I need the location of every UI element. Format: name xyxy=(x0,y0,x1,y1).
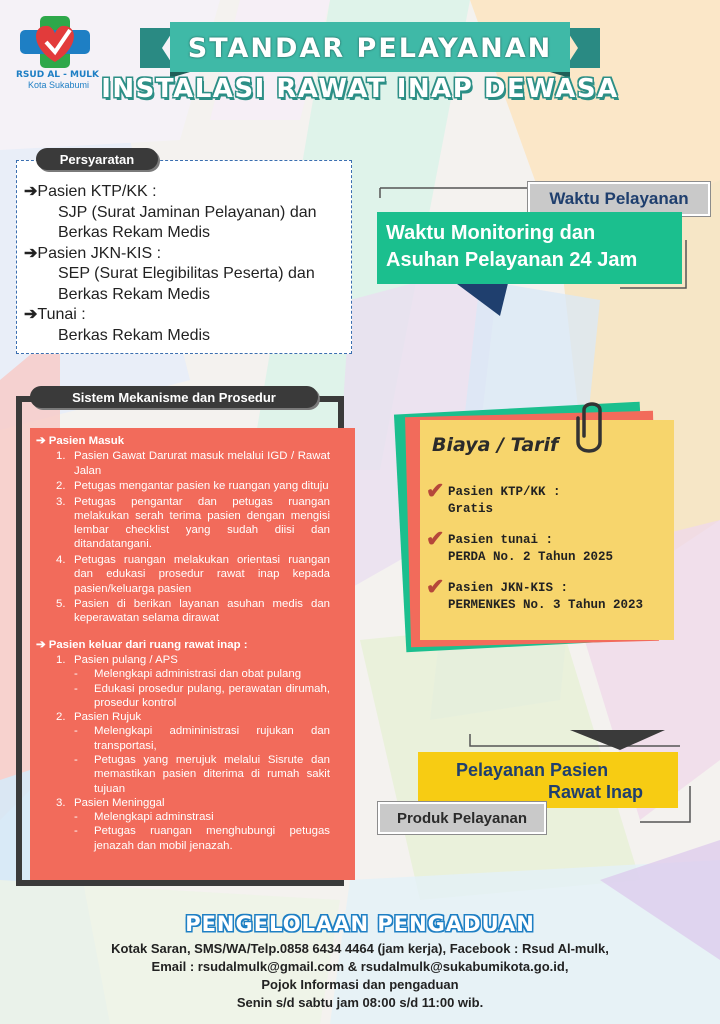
page-subtitle: INSTALASI RAWAT INAP DEWASA xyxy=(101,74,619,104)
keluar-sub-item xyxy=(36,724,330,753)
keluar-sub-text: Melengkapi administrasi dan obat pulang xyxy=(94,668,302,681)
arrow-right-icon: ➔ xyxy=(36,638,49,651)
biaya-label: Biaya / Tarif xyxy=(432,434,559,456)
hospital-logo-icon xyxy=(10,12,100,72)
item-number: 3. xyxy=(56,495,66,508)
persyaratan-line xyxy=(24,203,350,224)
item-number: 3. xyxy=(56,796,66,809)
keluar-sub-item xyxy=(36,753,330,796)
persyaratan-line xyxy=(24,244,350,265)
biaya-item-value: PERDA No. 2 Tahun 2025 xyxy=(448,550,614,564)
logo-name: RSUD AL - MULK xyxy=(16,70,99,80)
arrow-right-icon: ➔ xyxy=(24,183,38,200)
logo xyxy=(10,12,100,90)
keluar-sub-text: Petugas ruangan menghubungi petugas jenazah dan mobil jenazah. xyxy=(94,825,330,852)
persyaratan-list xyxy=(24,182,350,346)
biaya-item xyxy=(424,478,670,518)
item-number: 2. xyxy=(56,711,66,724)
item-number: 4. xyxy=(56,553,66,566)
dash-bullet: - xyxy=(74,811,78,824)
waktu-line1: Waktu Monitoring dan xyxy=(386,222,596,244)
biaya-item-title: Pasien JKN-KIS : xyxy=(448,581,569,595)
logo-city: Kota Sukabumi xyxy=(28,80,90,90)
waktu-label: Waktu Pelayanan xyxy=(528,182,710,216)
produk-label: Produk Pelayanan xyxy=(378,802,546,834)
keluar-item xyxy=(36,653,330,667)
checkmark-icon: ✔ xyxy=(426,478,445,503)
sistem-content xyxy=(36,434,330,853)
persyaratan-text: Pasien JKN-KIS : xyxy=(37,244,162,262)
waktu-line2: Asuhan Pelayanan 24 Jam xyxy=(386,249,638,271)
produk-line2: Rawat Inap xyxy=(548,782,644,802)
biaya-item-value: Gratis xyxy=(448,502,494,516)
biaya-list xyxy=(424,478,670,628)
persyaratan-text: Pasien KTP/KK : xyxy=(37,183,157,200)
keluar-sub-text: Melengkapi admininistrasi rujukan dan transportasi, xyxy=(94,725,330,752)
dash-bullet: - xyxy=(74,753,78,766)
masuk-item-text: Pasien Gawat Darurat masuk melalui IGD / Rawat Jalan xyxy=(74,450,330,477)
biaya-item-value: PERMENKES No. 3 Tahun 2023 xyxy=(448,598,644,612)
keluar-sub-item xyxy=(36,682,330,711)
checkmark-icon: ✔ xyxy=(426,526,445,551)
page-title: STANDAR PELAYANAN xyxy=(187,33,553,64)
dash-bullet: - xyxy=(74,725,78,738)
persyaratan-text: SEP (Surat Elegibilitas Peserta) dan xyxy=(58,265,315,282)
biaya-item-title: Pasien tunai : xyxy=(448,533,554,547)
persyaratan-text: Berkas Rekam Medis xyxy=(58,285,211,303)
item-number: 5. xyxy=(56,598,66,611)
keluar-item xyxy=(36,796,330,810)
pengaduan-title: PENGELOLAAN PENGADUAN xyxy=(185,912,535,936)
pasien-keluar-heading-text: Pasien keluar dari ruang rawat inap : xyxy=(48,638,248,651)
sistem-label: Sistem Mekanisme dan Prosedur xyxy=(30,386,318,408)
persyaratan-line xyxy=(24,326,350,347)
persyaratan-text: Berkas Rekam Medis xyxy=(58,224,211,241)
arrow-right-icon: ➔ xyxy=(36,435,49,447)
masuk-item xyxy=(36,597,330,626)
pengaduan-line-1: Kotak Saran, SMS/WA/Telp.0858 6434 4464 (jam kerja), Facebook : Rsud Al-mulk, xyxy=(111,941,609,956)
keluar-item xyxy=(36,710,330,724)
masuk-item xyxy=(36,479,330,493)
dash-bullet: - xyxy=(74,682,78,695)
masuk-item xyxy=(36,449,330,478)
keluar-sub-text: Petugas yang merujuk melalui Sisrute dan memastikan pasien diterima di rumah sakit tujuan xyxy=(94,753,330,795)
persyaratan-line xyxy=(24,305,350,326)
dash-bullet: - xyxy=(74,825,78,838)
biaya-item xyxy=(424,526,670,566)
pengaduan-line-2: Email : rsudalmulk@gmail.com & rsudalmulk@sukabumikota.go.id, xyxy=(151,959,569,974)
persyaratan-line xyxy=(24,264,350,285)
pengaduan-line-3: Pojok Informasi dan pengaduan xyxy=(261,977,459,992)
masuk-item-text: Petugas ruangan melakukan orientasi ruangan dan edukasi prosedur rawat inap kepada pasien/keluarga pasien xyxy=(74,553,330,595)
keluar-sub-item xyxy=(36,810,330,824)
keluar-sub-item xyxy=(36,824,330,853)
arrow-right-icon: ➔ xyxy=(24,244,38,262)
persyaratan-line xyxy=(24,285,350,306)
masuk-item xyxy=(36,495,330,552)
keluar-sub-item xyxy=(36,667,330,681)
pasien-keluar-heading xyxy=(36,638,330,652)
persyaratan-text: Berkas Rekam Medis xyxy=(58,326,211,344)
masuk-item-text: Pasien di berikan layanan asuhan medis dan keperawatan selama dirawat xyxy=(74,598,330,625)
persyaratan-label: Persyaratan xyxy=(36,148,158,170)
biaya-item-title: Pasien KTP/KK : xyxy=(448,485,561,499)
masuk-item-text: Petugas mengantar pasien ke ruangan yang dituju xyxy=(74,480,329,493)
masuk-item-text: Petugas pengantar dan petugas ruangan melakukan serah terima pasien dengan mengisi lembar checklist yang sudah diisi dan ditandatangani. xyxy=(74,495,330,551)
persyaratan-text: SJP (Surat Jaminan Pelayanan) dan xyxy=(58,203,317,221)
dash-bullet: - xyxy=(74,668,78,681)
item-number: 1. xyxy=(56,653,66,666)
pasien-masuk-heading xyxy=(36,434,330,448)
pengaduan-line-4: Senin s/d sabtu jam 08:00 s/d 11:00 wib. xyxy=(236,995,484,1010)
masuk-item xyxy=(36,553,330,596)
persyaratan-text: Tunai : xyxy=(37,306,86,323)
checkmark-icon: ✔ xyxy=(426,574,445,599)
keluar-item-title: Pasien pulang / APS xyxy=(74,653,178,666)
paperclip-icon xyxy=(572,396,612,460)
persyaratan-line xyxy=(24,223,350,244)
keluar-item-title: Pasien Rujuk xyxy=(74,711,142,724)
persyaratan-line xyxy=(24,182,350,203)
keluar-sub-text: Melengkapi adminstrasi xyxy=(94,811,214,824)
produk-line1: Pelayanan Pasien xyxy=(456,760,609,780)
keluar-item-title: Pasien Meninggal xyxy=(74,796,165,809)
keluar-sub-text: Edukasi prosedur pulang, perawatan dirumah, prosedur kontrol xyxy=(94,682,330,709)
item-number: 2. xyxy=(56,480,66,493)
biaya-item xyxy=(424,574,670,614)
item-number: 1. xyxy=(56,450,66,463)
pasien-masuk-heading-text: Pasien Masuk xyxy=(48,435,125,447)
arrow-right-icon: ➔ xyxy=(24,306,38,323)
